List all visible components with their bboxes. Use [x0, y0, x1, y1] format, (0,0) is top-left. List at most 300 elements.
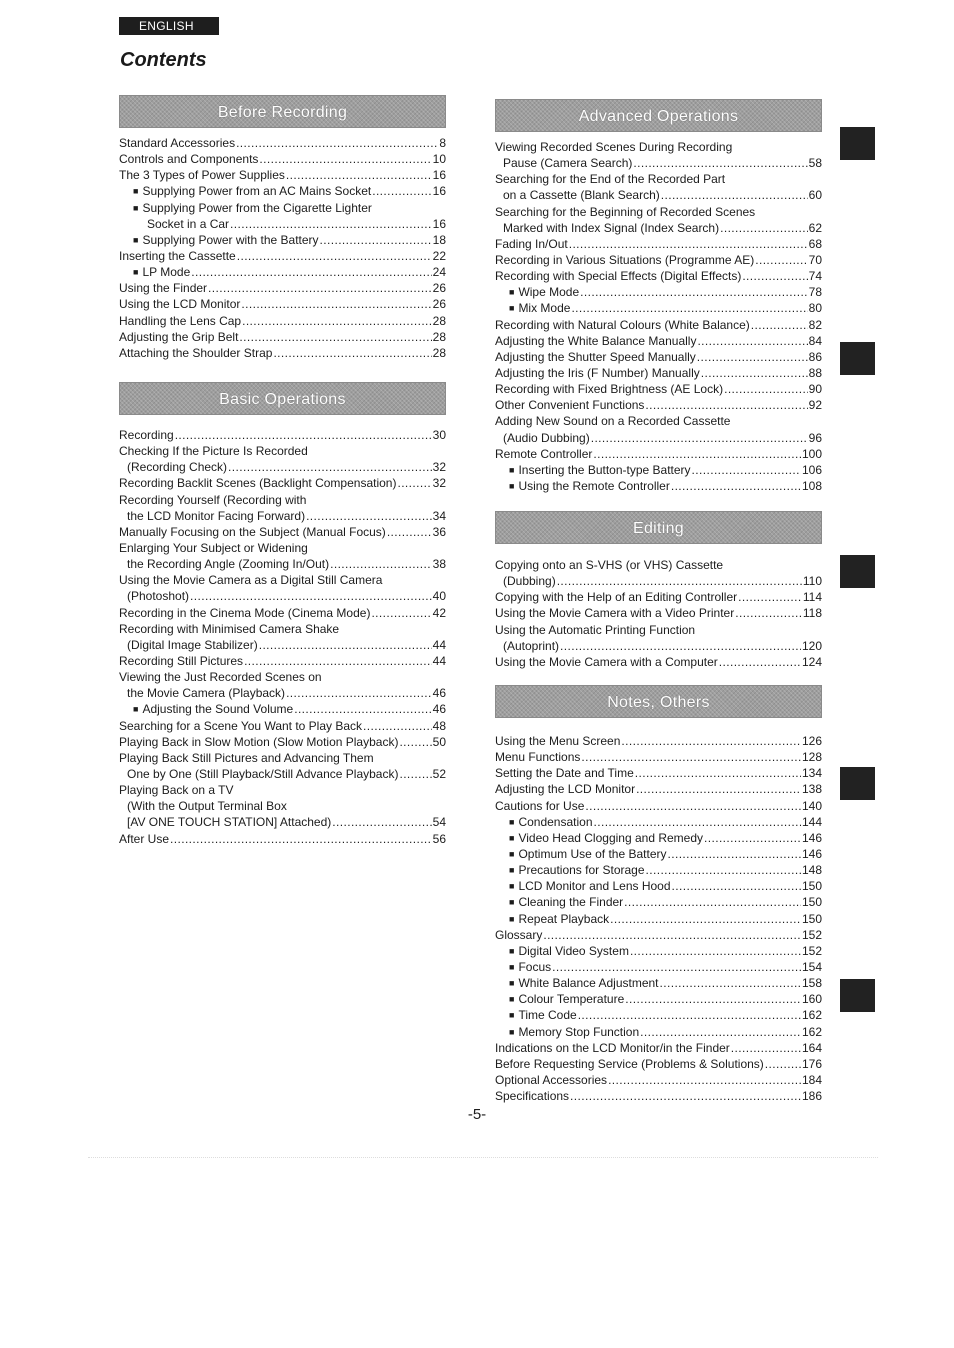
toc-entry-title: ■ White Balance Adjustment [518, 976, 659, 991]
dot-leader [755, 252, 807, 268]
toc-entry [119, 572, 446, 588]
toc-entry [495, 462, 822, 478]
toc-entry [495, 622, 822, 638]
toc-entry-title: Specifications [495, 1089, 570, 1104]
toc-entry-title: Cautions for Use [495, 798, 585, 813]
toc-entry [495, 381, 822, 397]
toc-entry [119, 814, 446, 830]
toc-entry-title: Standard Accessories [119, 136, 236, 150]
toc-entry [495, 171, 822, 187]
dot-leader [731, 1040, 801, 1056]
dot-leader [372, 183, 431, 199]
toc-entry-page: 32 [432, 460, 446, 475]
toc-entry [495, 413, 822, 429]
toc-entry-title: ■ Digital Video System [518, 943, 629, 958]
toc-entry-title: Recording Backlit Scenes (Backlight Compensation) [119, 476, 397, 491]
toc-entry-title: ■ Using the Remote Controller [518, 478, 670, 493]
toc-entry-page: 110 [802, 574, 822, 589]
tab-marker [840, 767, 875, 800]
dot-leader [697, 349, 808, 365]
toc-entry [495, 155, 822, 171]
dot-leader [636, 781, 801, 797]
toc-entry-page: 186 [801, 1089, 822, 1104]
tab-marker [840, 555, 875, 588]
dot-leader [569, 236, 808, 252]
dot-leader [621, 733, 801, 749]
language-badge: ENGLISH [119, 17, 219, 35]
toc-entry-title: (Audio Dubbing) [503, 430, 590, 445]
toc-entry [119, 167, 446, 183]
toc-entry-title: Adjusting the Iris (F Number) Manually [495, 365, 700, 380]
toc-entry [495, 878, 822, 894]
dot-leader [608, 1072, 801, 1088]
toc-entry [119, 540, 446, 556]
toc-entry [495, 749, 822, 765]
toc-entry [495, 798, 822, 814]
toc-entry-title: Manually Focusing on the Subject (Manual Focus) [119, 524, 386, 539]
toc-entry [495, 300, 822, 316]
toc-entry-title: Adjusting the Shutter Speed Manually [495, 349, 696, 364]
toc-entry-title: ■ Repeat Playback [518, 911, 610, 926]
toc-entry-page: 34 [432, 508, 446, 523]
toc-entry-page: 86 [808, 349, 822, 364]
toc-entry-page: 184 [801, 1072, 822, 1087]
section-title: Editing [632, 520, 685, 537]
page-number: -5- [467, 1106, 487, 1123]
toc-entry-title: Recording with Special Effects (Digital Effects) [495, 269, 742, 284]
toc-entry [119, 264, 446, 280]
dot-leader [397, 475, 431, 491]
dot-leader [330, 556, 432, 572]
toc-entry-page: 144 [801, 814, 822, 829]
toc-entry-page: 28 [432, 313, 446, 328]
toc-entry [119, 329, 446, 345]
toc-entry-title: ■ Supplying Power from an AC Mains Socket [142, 184, 372, 199]
toc-entry-page: 26 [432, 297, 446, 312]
toc-entry [119, 508, 446, 524]
toc-entry-page: 148 [801, 863, 822, 878]
toc-entry [495, 557, 822, 573]
dot-leader [543, 927, 801, 943]
toc-entry-title: Using the Movie Camera with a Video Printer [495, 606, 735, 621]
toc-entry [119, 135, 446, 151]
dot-leader [692, 462, 801, 478]
toc-entry-title: Recording in Various Situations (Programme AE) [495, 252, 755, 267]
section-title: Before Recording [217, 104, 348, 121]
toc-entry-title: (With the Output Terminal Box [127, 799, 287, 814]
toc-entry-page: 48 [432, 718, 446, 733]
toc-entry [495, 333, 822, 349]
dot-leader [259, 151, 431, 167]
toc-entry-page: 160 [801, 992, 822, 1007]
toc-entry-page: 24 [432, 265, 446, 280]
toc-entry-page: 16 [432, 184, 446, 199]
toc-entry-page: 92 [808, 398, 822, 413]
toc-entry [119, 588, 446, 604]
toc-entry [495, 605, 822, 621]
dot-leader [645, 397, 807, 413]
dot-leader [635, 765, 801, 781]
toc-entry [119, 248, 446, 264]
toc-entry [495, 365, 822, 381]
toc-entry [119, 798, 446, 814]
toc-entry-page: 128 [801, 750, 822, 765]
tab-marker [840, 127, 875, 160]
toc-entry-page: 62 [808, 220, 822, 235]
toc-entry [495, 252, 822, 268]
toc-entry-page: 146 [801, 846, 822, 861]
toc-entry-title: Adjusting the LCD Monitor [495, 782, 636, 797]
dot-leader [560, 638, 801, 654]
dot-leader [371, 605, 431, 621]
toc-entry-title: on a Cassette (Blank Search) [503, 188, 660, 203]
dot-leader [387, 524, 432, 540]
toc-entry-page: 16 [432, 168, 446, 183]
toc-entry [495, 991, 822, 1007]
dot-leader [738, 589, 802, 605]
toc-entry-title: (Photoshot) [127, 589, 190, 604]
toc-entry-title: The 3 Types of Power Supplies [119, 168, 285, 183]
toc-entry [119, 685, 446, 701]
toc-entry-page: 68 [808, 236, 822, 251]
toc-entry-title: Using the Automatic Printing Function [495, 622, 696, 637]
dot-leader [724, 381, 808, 397]
dot-leader [630, 943, 801, 959]
toc-entry [119, 459, 446, 475]
toc-entry [495, 1056, 822, 1072]
toc-entry-page: 22 [432, 248, 446, 263]
toc-entry-page: 152 [801, 927, 822, 942]
toc-entry-title: the Recording Angle (Zooming In/Out) [127, 557, 330, 572]
dot-leader [239, 329, 431, 345]
toc-entry-page: 56 [432, 831, 446, 846]
toc-entry-title: Searching for the End of the Recorded Part [495, 172, 726, 187]
toc-entry [495, 846, 822, 862]
toc-entry-page: 134 [801, 766, 822, 781]
toc-entry [495, 236, 822, 252]
section-banner-basic-operations [119, 382, 446, 415]
dot-leader [720, 220, 808, 236]
toc-entry-title: ■ Adjusting the Sound Volume [142, 702, 294, 717]
toc-entry [119, 556, 446, 572]
toc-entry-page: 44 [432, 653, 446, 668]
toc-entry [119, 183, 446, 199]
toc-entry-page: 38 [432, 557, 446, 572]
toc-entry-title: ■ Focus [518, 959, 552, 974]
dot-leader [259, 637, 432, 653]
dot-leader [228, 459, 432, 475]
toc-entry-title: Menu Functions [495, 750, 581, 765]
dot-leader [363, 718, 432, 734]
dot-leader [668, 846, 801, 862]
toc-entry [119, 621, 446, 637]
toc-entry-title: Searching for a Scene You Want to Play Back [119, 718, 363, 733]
toc-entry-title: Socket in a Car [147, 216, 230, 231]
dot-leader [640, 1024, 801, 1040]
toc-entry-title: Inserting the Cassette [119, 248, 236, 263]
section-banner-editing [495, 511, 822, 544]
dot-leader [294, 701, 431, 717]
toc-entry-page: 58 [808, 156, 822, 171]
dot-leader [208, 280, 432, 296]
dot-leader [320, 232, 432, 248]
toc-entry-title: Enlarging Your Subject or Widening [119, 540, 308, 555]
toc-entry [119, 831, 446, 847]
toc-entry [119, 669, 446, 685]
toc-entry-page: 100 [801, 446, 822, 461]
toc-entry-page: 82 [808, 317, 822, 332]
toc-entry-page: 36 [432, 524, 446, 539]
toc-entry-page: 124 [801, 654, 822, 669]
toc-entry-title: Playing Back on a TV [119, 783, 234, 798]
dot-leader [660, 975, 801, 991]
toc-entry [119, 524, 446, 540]
toc-entry [119, 296, 446, 312]
toc-entry-page: 162 [801, 1008, 822, 1023]
toc-entry [495, 573, 822, 589]
dot-leader [570, 1088, 801, 1104]
toc-entry [495, 430, 822, 446]
toc-entry-page: 30 [432, 428, 446, 442]
toc-entry-page: 52 [432, 766, 446, 781]
dot-leader [241, 296, 431, 312]
toc-entry [119, 200, 446, 216]
section-title: Advanced Operations [578, 108, 739, 125]
toc-entry-title: Playing Back Still Pictures and Advancing Them [119, 750, 374, 765]
toc-entry [119, 151, 446, 167]
toc-entry-title: ■ Colour Temperature [518, 992, 625, 1007]
toc-entry-title: (Digital Image Stabilizer) [127, 637, 258, 652]
toc-entry-title: Glossary [495, 927, 543, 942]
toc-entry-title: After Use [119, 831, 170, 846]
dot-leader [578, 1007, 801, 1023]
toc-entry [495, 862, 822, 878]
toc-entry [495, 943, 822, 959]
toc-entry-title: Using the Movie Camera with a Computer [495, 654, 718, 669]
dot-leader [244, 653, 432, 669]
toc-entry-page: 42 [432, 605, 446, 620]
toc-entry [119, 313, 446, 329]
toc-entry [495, 638, 822, 654]
toc-entry-page: 26 [432, 281, 446, 296]
toc-list-notes-others [495, 733, 822, 1104]
toc-entry-title: (Autoprint) [503, 638, 560, 653]
toc-entry-page: 78 [808, 285, 822, 300]
toc-entry-title: Pause (Camera Search) [503, 156, 633, 171]
toc-entry [119, 345, 446, 361]
toc-entry [495, 959, 822, 975]
toc-entry-page: 70 [808, 252, 822, 267]
dot-leader [742, 268, 807, 284]
toc-entry-title: ■ LP Mode [142, 265, 191, 280]
toc-entry [495, 268, 822, 284]
dot-leader [593, 446, 801, 462]
toc-entry-title: Using the Finder [119, 281, 208, 296]
dot-leader [306, 508, 432, 524]
toc-entry-title: Recording Yourself (Recording with [119, 492, 307, 507]
toc-entry-page: 138 [801, 782, 822, 797]
toc-entry-page: 84 [808, 333, 822, 348]
dot-leader [671, 478, 801, 494]
dot-leader [286, 685, 432, 701]
toc-entry-page: 106 [801, 462, 822, 477]
dot-leader [236, 135, 438, 151]
dot-leader [332, 814, 431, 830]
toc-entry-title: ■ LCD Monitor and Lens Hood [518, 879, 671, 894]
toc-entry [119, 734, 446, 750]
toc-entry [495, 814, 822, 830]
toc-entry-title: (Recording Check) [127, 460, 228, 475]
dot-leader [646, 862, 801, 878]
dot-leader [672, 878, 801, 894]
toc-entry-title: Recording Still Pictures [119, 653, 244, 668]
toc-entry [495, 317, 822, 333]
toc-entry-page: 50 [432, 734, 446, 749]
toc-entry [495, 894, 822, 910]
bottom-divider [88, 1157, 878, 1158]
toc-entry-title: One by One (Still Playback/Still Advance Playback) [127, 766, 399, 781]
toc-entry [119, 750, 446, 766]
toc-entry-page: 162 [801, 1024, 822, 1039]
dot-leader [580, 284, 808, 300]
toc-entry-title: Remote Controller [495, 446, 593, 461]
toc-entry-title: Playing Back in Slow Motion (Slow Motion Playback) [119, 734, 399, 749]
toc-entry-title: Fading In/Out [495, 236, 568, 251]
toc-entry [495, 1040, 822, 1056]
toc-list-before-recording [119, 135, 446, 361]
dot-leader [701, 365, 808, 381]
toc-entry-page: 60 [808, 188, 822, 203]
toc-entry [119, 782, 446, 798]
toc-entry-title: Setting the Date and Time [495, 766, 634, 781]
toc-list-advanced-operations [495, 139, 822, 494]
toc-entry [495, 478, 822, 494]
toc-entry-page: 46 [432, 702, 446, 717]
toc-entry-title: Using the Movie Camera as a Digital Still Camera [119, 573, 383, 588]
toc-entry-title: ■ Time Code [518, 1008, 577, 1023]
toc-entry-title: ■ Optimum Use of the Battery [518, 846, 667, 861]
section-banner-advanced-operations [495, 99, 822, 132]
toc-entry-title: ■ Mix Mode [518, 301, 571, 316]
section-title: Basic Operations [219, 391, 346, 408]
toc-entry-page: 28 [432, 329, 446, 344]
toc-list-editing [495, 557, 822, 670]
dot-leader [170, 831, 432, 847]
dot-leader [624, 894, 801, 910]
toc-entry [495, 349, 822, 365]
toc-entry-title: Indications on the LCD Monitor/in the Finder [495, 1040, 730, 1055]
toc-entry [119, 653, 446, 669]
toc-entry-page: 140 [801, 798, 822, 813]
toc-entry-page: 150 [801, 879, 822, 894]
toc-entry [119, 718, 446, 734]
toc-entry-title: Recording in the Cinema Mode (Cinema Mode) [119, 605, 371, 620]
toc-entry-title: ■ Inserting the Button-type Battery [518, 462, 691, 477]
toc-entry-title: Using the Menu Screen [495, 734, 621, 748]
dot-leader [751, 317, 808, 333]
toc-entry-page: 74 [808, 269, 822, 284]
toc-entry-page: 118 [802, 606, 822, 621]
toc-entry-page: 40 [432, 589, 446, 604]
dot-leader [719, 654, 801, 670]
dot-leader [175, 427, 432, 443]
toc-entry [495, 220, 822, 236]
toc-entry-page: 176 [801, 1056, 822, 1071]
toc-entry-page: 146 [801, 830, 822, 845]
dot-leader [625, 991, 801, 1007]
toc-entry-page: 10 [432, 152, 446, 167]
toc-entry-title: Recording with Minimised Camera Shake [119, 621, 340, 636]
toc-entry-page: 154 [801, 959, 822, 974]
toc-entry-page: 108 [801, 478, 822, 493]
toc-entry-title: Copying with the Help of an Editing Controller [495, 590, 738, 605]
toc-entry-page: 150 [801, 895, 822, 910]
toc-entry [119, 475, 446, 491]
toc-entry-page: 16 [432, 216, 446, 231]
toc-entry-title: Other Convenient Functions [495, 398, 645, 413]
toc-entry-title: ■ Wipe Mode [518, 285, 580, 300]
toc-entry-page: 44 [432, 637, 446, 652]
toc-entry-title: ■ Supplying Power with the Battery [142, 232, 319, 247]
toc-entry-page: 28 [432, 345, 446, 360]
toc-entry-title: Recording with Fixed Brightness (AE Lock) [495, 382, 724, 397]
dot-leader [585, 798, 801, 814]
toc-entry [495, 654, 822, 670]
toc-entry-title: Adding New Sound on a Recorded Cassette [495, 414, 731, 429]
toc-entry [495, 204, 822, 220]
toc-entry-page: 114 [802, 590, 822, 605]
toc-entry [119, 637, 446, 653]
toc-entry-page: 158 [801, 976, 822, 991]
toc-entry [495, 1007, 822, 1023]
toc-entry-title: Using the LCD Monitor [119, 297, 241, 312]
toc-entry-page: 8 [439, 136, 446, 150]
dot-leader [661, 187, 808, 203]
toc-entry [119, 701, 446, 717]
section-banner-before-recording [119, 95, 446, 128]
toc-entry [495, 911, 822, 927]
toc-entry [119, 216, 446, 232]
toc-entry [495, 1072, 822, 1088]
toc-entry [495, 446, 822, 462]
toc-entry-title: Adjusting the Grip Belt [119, 329, 239, 344]
toc-list-basic-operations [119, 427, 446, 847]
toc-entry-title: Viewing Recorded Scenes During Recording [495, 140, 733, 154]
toc-entry [495, 975, 822, 991]
toc-entry-page: 90 [808, 382, 822, 397]
dot-leader [591, 430, 808, 446]
toc-entry-title: (Dubbing) [503, 574, 556, 589]
toc-entry-page: 126 [801, 734, 822, 748]
tab-marker [840, 979, 875, 1012]
toc-entry-title: ■ Cleaning the Finder [518, 895, 624, 910]
dot-leader [237, 248, 432, 264]
toc-entry-page: 96 [808, 430, 822, 445]
toc-entry [495, 139, 822, 155]
toc-entry-title: the LCD Monitor Facing Forward) [127, 508, 306, 523]
toc-entry-title: Handling the Lens Cap [119, 313, 242, 328]
toc-entry-title: ■ Precautions for Storage [518, 863, 645, 878]
dot-leader [571, 300, 807, 316]
toc-entry-page: 88 [808, 365, 822, 380]
dot-leader [190, 588, 432, 604]
toc-entry [495, 589, 822, 605]
toc-entry [119, 232, 446, 248]
toc-entry [495, 733, 822, 749]
toc-entry-title: ■ Video Head Clogging and Remedy [518, 830, 704, 845]
toc-entry-page: 164 [801, 1040, 822, 1055]
toc-entry-page: 80 [808, 301, 822, 316]
